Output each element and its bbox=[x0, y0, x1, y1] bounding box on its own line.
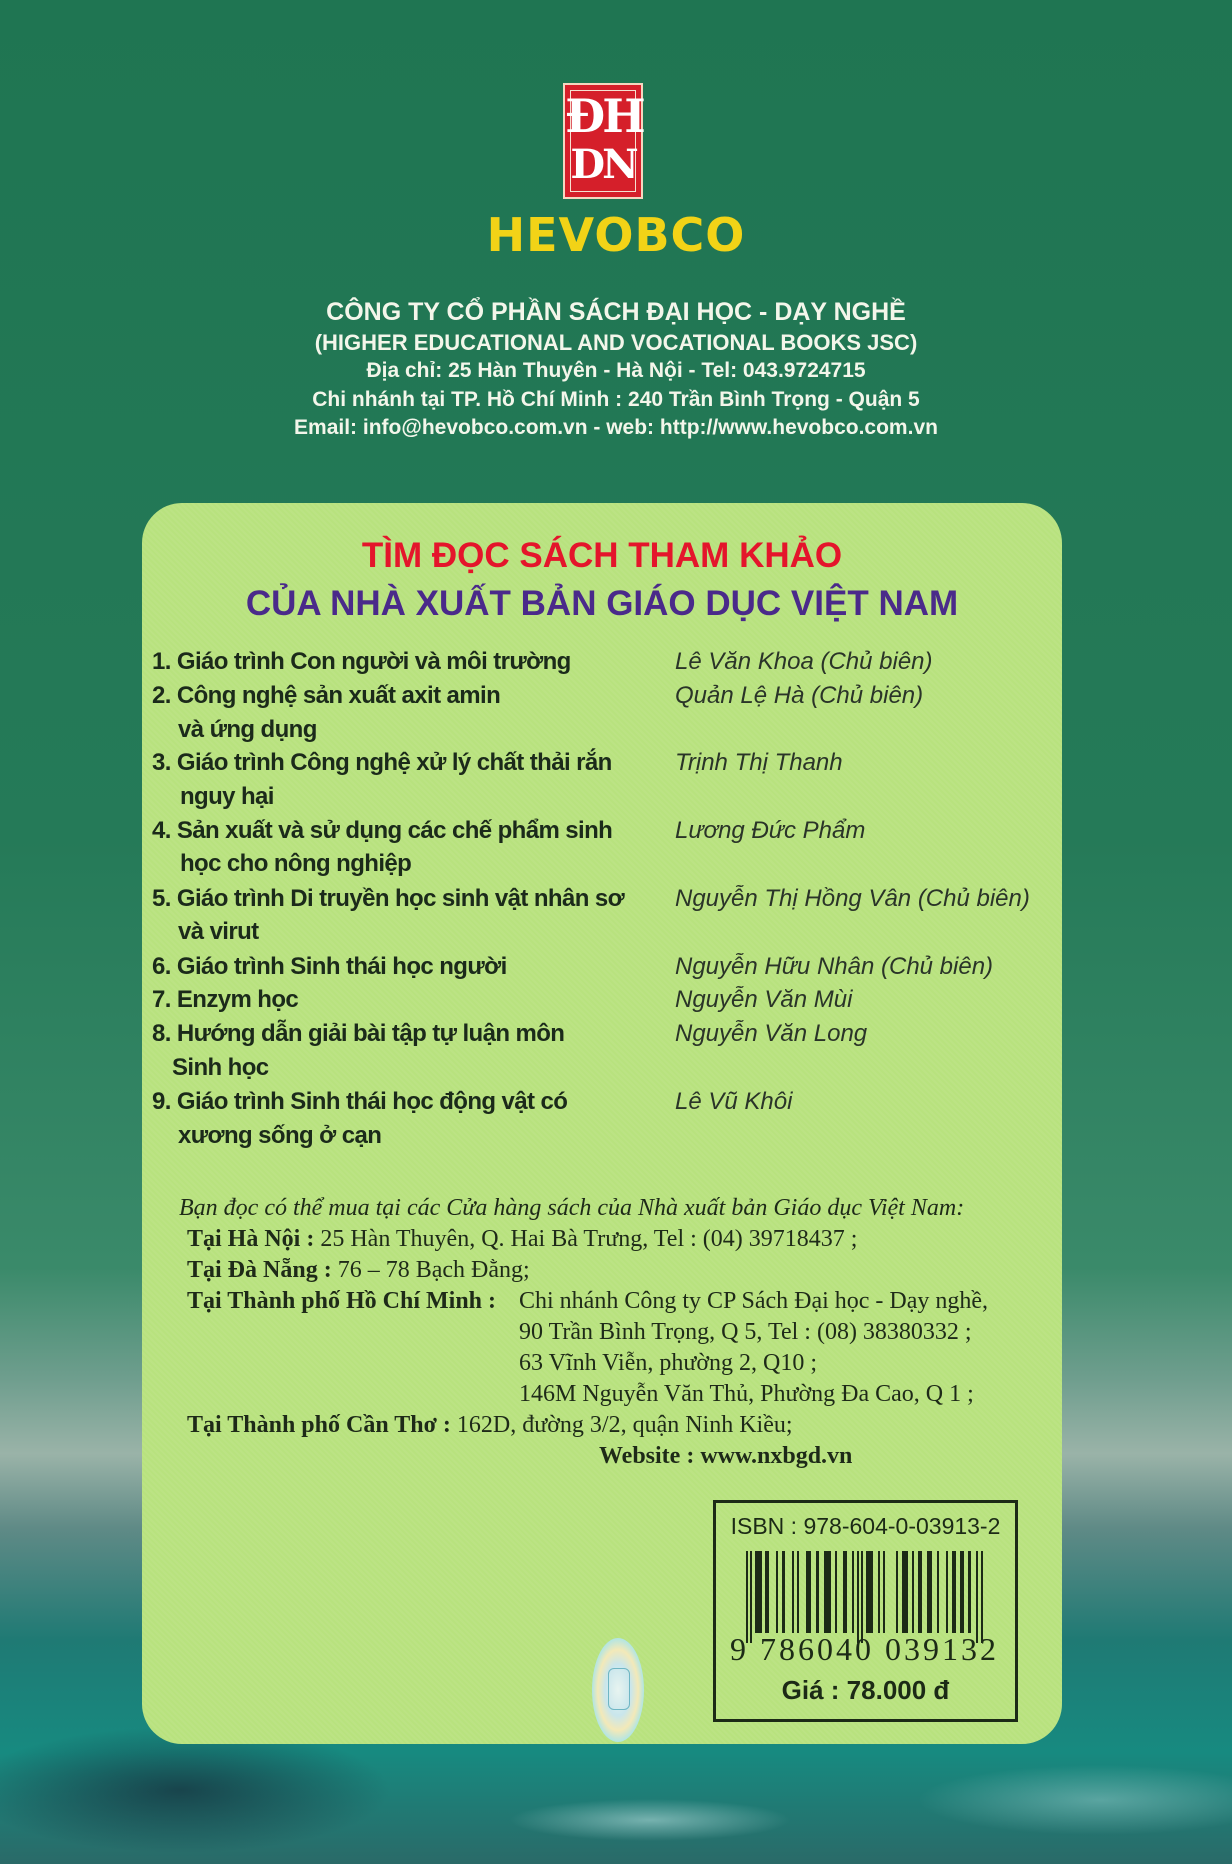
publisher-address: Địa chỉ: 25 Hàn Thuyên - Hà Nội - Tel: 043.9724715 bbox=[366, 359, 866, 382]
hologram-emblem bbox=[608, 1668, 630, 1710]
shop-hcm-label-text: Tại Thành phố Hồ Chí Minh : bbox=[187, 1288, 497, 1314]
shop-cantho bbox=[187, 1412, 793, 1439]
book-title: 5. Giáo trình Di truyền học sinh vật nhân sơ bbox=[152, 885, 625, 912]
shop-hanoi-label: Tại Hà Nội : bbox=[187, 1226, 315, 1252]
isbn-label: ISBN : 978-604-0-03913-2 bbox=[730, 1513, 1001, 1539]
book-title-cont: học cho nông nghiệp bbox=[180, 850, 412, 877]
book-title: 3. Giáo trình Công nghệ xử lý chất thải rắn bbox=[152, 749, 612, 776]
book-author: Nguyễn Văn Long bbox=[675, 1020, 868, 1047]
book-title: 9. Giáo trình Sinh thái học động vật có bbox=[152, 1088, 568, 1115]
book-title: 2. Công nghệ sản xuất axit amin bbox=[152, 682, 501, 709]
book-title-cont: và ứng dụng bbox=[178, 716, 317, 743]
book-title: 1. Giáo trình Con người và môi trường bbox=[152, 648, 571, 675]
shop-hanoi bbox=[187, 1226, 857, 1253]
shop-danang-value: 76 – 78 Bạch Đằng; bbox=[337, 1257, 530, 1283]
brand-name: HEVOBCO bbox=[486, 208, 746, 262]
shop-hcm-label bbox=[187, 1288, 496, 1315]
shop-hcm-line: 146M Nguyễn Văn Thủ, Phường Đa Cao, Q 1 ; bbox=[519, 1381, 974, 1407]
book-title-cont: xương sống ở cạn bbox=[178, 1122, 382, 1149]
book-title: 6. Giáo trình Sinh thái học người bbox=[152, 953, 507, 980]
shop-cantho-value: 162D, đường 3/2, quận Ninh Kiều; bbox=[456, 1412, 793, 1438]
shop-hanoi-value: 25 Hàn Thuyên, Q. Hai Bà Trưng, Tel : (04) 39718437 ; bbox=[320, 1226, 858, 1252]
panel-title: TÌM ĐỌC SÁCH THAM KHẢO bbox=[361, 536, 843, 575]
book-title: 4. Sản xuất và sử dụng các chế phẩm sinh bbox=[152, 817, 613, 844]
barcode-icon bbox=[746, 1551, 996, 1643]
shop-danang bbox=[187, 1257, 530, 1284]
website-link[interactable]: Website : www.nxbgd.vn bbox=[599, 1443, 853, 1469]
shop-hcm-line: 63 Vĩnh Viễn, phường 2, Q10 ; bbox=[519, 1350, 818, 1376]
book-author: Nguyễn Thị Hồng Vân (Chủ biên) bbox=[675, 885, 1030, 912]
price-label: Giá : 78.000 đ bbox=[781, 1675, 950, 1705]
shop-danang-label: Tại Đà Nẵng : bbox=[187, 1257, 332, 1283]
shop-intro: Bạn đọc có thể mua tại các Cửa hàng sách của Nhà xuất bản Giáo dục Việt Nam: bbox=[179, 1195, 965, 1221]
publisher-name-en: (HIGHER EDUCATIONAL AND VOCATIONAL BOOKS JSC) bbox=[314, 330, 918, 355]
book-author: Lê Văn Khoa (Chủ biên) bbox=[675, 648, 933, 675]
logo-text-top: ĐH bbox=[565, 89, 643, 143]
book-title: 8. Hướng dẫn giải bài tập tự luận môn bbox=[152, 1020, 565, 1047]
book-title-cont: Sinh học bbox=[172, 1054, 269, 1081]
isbn-box bbox=[713, 1500, 1018, 1722]
shop-cantho-label: Tại Thành phố Cần Thơ : bbox=[187, 1412, 451, 1438]
book-author: Quản Lệ Hà (Chủ biên) bbox=[675, 682, 924, 709]
book-author: Nguyễn Hữu Nhân (Chủ biên) bbox=[675, 953, 994, 980]
publisher-logo bbox=[563, 83, 643, 199]
book-author: Lê Vũ Khôi bbox=[675, 1088, 793, 1115]
shop-hcm-line: 90 Trần Bình Trọng, Q 5, Tel : (08) 38380332 ; bbox=[519, 1319, 972, 1345]
publisher-name: CÔNG TY CỔ PHẦN SÁCH ĐẠI HỌC - DẠY NGHỀ bbox=[326, 298, 906, 326]
book-title-cont: nguy hại bbox=[180, 783, 274, 810]
book-author: Trịnh Thị Thanh bbox=[675, 749, 843, 776]
barcode-digits: 9 786040 039132 bbox=[730, 1631, 999, 1667]
publisher-branch: Chi nhánh tại TP. Hồ Chí Minh : 240 Trần Bình Trọng - Quận 5 bbox=[312, 388, 920, 411]
shop-hcm-line: Chi nhánh Công ty CP Sách Đại học - Dạy nghề, bbox=[519, 1288, 989, 1314]
publisher-contact: Email: info@hevobco.com.vn - web: http://www.hevobco.com.vn bbox=[294, 416, 938, 439]
hologram-seal-icon bbox=[592, 1638, 644, 1742]
book-author: Lương Đức Phẩm bbox=[675, 817, 866, 844]
book-title: 7. Enzym học bbox=[152, 986, 299, 1013]
book-title-cont: và virut bbox=[178, 918, 259, 945]
panel-subtitle: CỦA NHÀ XUẤT BẢN GIÁO DỤC VIỆT NAM bbox=[245, 584, 959, 623]
logo-text-bottom: DN bbox=[570, 141, 636, 188]
book-author: Nguyễn Văn Mùi bbox=[675, 986, 853, 1013]
